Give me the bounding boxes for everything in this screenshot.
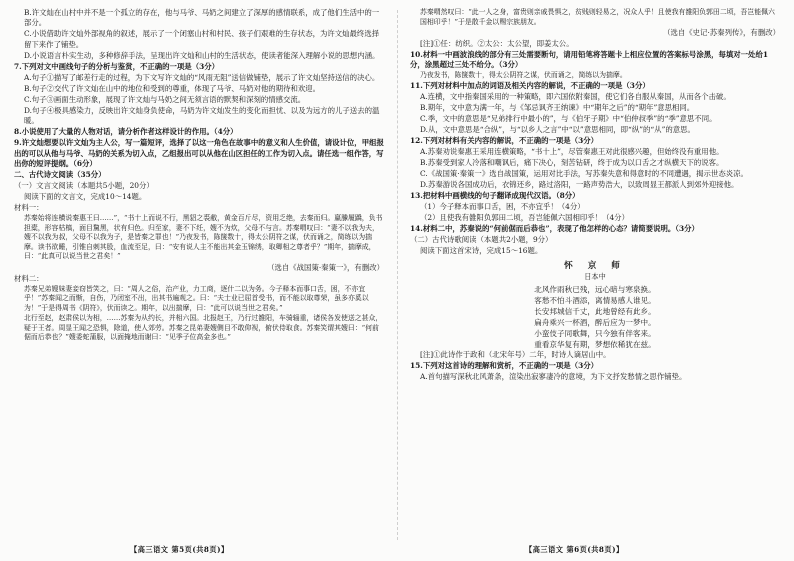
material-two-source: （选自《史记·苏秦列传》，有删改）: [663, 27, 780, 37]
question-9: 9.许文灿想要以许文灿为主人公，写一篇短评，选择了以这一角色在故事中的意义和人生价值，请设计位，甲组报出的可以从他与马爷、马奶的关系为切入点，乙组报出可以从他在山区担任的工作为切入点。请任选一组作答，写出你的短评提纲。（6分）: [14, 138, 384, 169]
poem-instruction: 阅读下面这首宋诗，完成15～16题。: [420, 246, 543, 256]
option-15a: A.首句描写深秋北风萧条，渲染出寂寥凄冷的意境，为下文抒发愁情之思作铺垫。: [420, 371, 687, 381]
option-11d: D.从，文中意思是“合纵”，与“以乡人之言”中“以”意思相同，即“纵”的“从”的意思。: [420, 125, 695, 135]
material-one-label: 材料一：: [14, 203, 44, 213]
option-6b: B.许文灿在山村中并不是一个孤立的存在，他与马爷、马奶之间建立了深厚的感情联系，成了他们生活中的一部分。: [24, 8, 380, 28]
reading-instruction: 阅读下面的文言文，完成10～14题。: [24, 192, 147, 202]
translation-2: （2）且使我有雒阳负郭田二顷，吾岂能佩六国相印乎！（4分）: [420, 213, 629, 223]
question-8: 8.小说使用了大量的人物对话，请分析作者这样设计的作用。（4分）: [14, 127, 238, 137]
poem-note: [注]①此诗作于政和（北宋年号）二年，时诗人谪居山中。: [420, 349, 611, 359]
question-13: 13.把材料中画横线的句子翻译成现代汉语。（8分）: [410, 191, 580, 201]
option-12d: D.苏秦游说各国成功后，衣锦还乡，路过洛阳，一路声势浩大，以致周显王都派人到郊外迎接他。: [420, 180, 739, 190]
option-7a: A.句子①描写了邮差行走的过程，为下文写许文灿的“风雨无阻”送信做铺垫，展示了许文灿坚持送信的决心。: [24, 72, 380, 82]
page-footer-left: 【高三语文 第5页(共8页)】: [130, 545, 229, 554]
option-7d: D.句子④极具感染力，反映出许文灿身负使命，马奶为许文灿发生的变化而担忧、以及为远方的儿子送去的温暖。: [24, 105, 380, 126]
annotation-note: [注]①任：纺织。②太公：太公望，即姜太公。: [420, 38, 574, 48]
page-divider: [397, 10, 398, 540]
poem-line: 长安邦城信千丈，此地曾经有此乡。: [534, 306, 656, 316]
question-10: 10.材料一中画波浪线的部分有三处需要断句，请用铅笔将答题卡上相应位置的答案标号涂黑，每填对一处给1分，涂黑超过三处不给分。（3分）: [410, 49, 768, 70]
question-12: 12.下列对材料有关内容的解说，不正确的一项是（3分）: [410, 136, 598, 146]
material-one-source: （选自《战国策·秦策一》，有删改）: [267, 262, 384, 272]
option-11a: A.连横，文中指秦国采用的一种策略，即六国依附秦国，使它们各自服从秦国，从而各个击破。: [420, 92, 731, 102]
section-heading-classical: 二、古代诗文阅读（35分）: [14, 170, 106, 180]
material-two-text-2: 北行至赵，赵肃侯以为相，……苏秦为从约长，并相六国。北报赵王，乃行过雒阳，车骑辎重，诸侯各发使送之甚众，疑于王者。周显王闻之恐惧，除道，使人郊劳。苏秦之昆弟妻嫂侧目不敢仰视，俯伏侍取食。苏秦笑谓其嫂曰：“何前倨而后恭也？”嫂委蛇蒲服，以面掩地而谢曰：“见季子位高金多也。”: [24, 313, 383, 342]
question-15: 15.下列对这首诗的理解和赏析，不正确的一项是（3分）: [410, 360, 598, 370]
option-12c: C.《战国策·秦策一》选自战国策，运用对比手法，写苏秦失意和得意时的不同遭遇，揭示世态炎凉。: [420, 169, 748, 179]
material-two-text-3: 苏秦喟然叹曰：“此一人之身，富贵则亲戚畏惧之，贫贱则轻易之，况众人乎！且使我有雒阳负郭田二顷，吾岂能佩六国相印乎！”于是散千金以赐宗族朋友。: [420, 8, 775, 26]
subsection-heading-poem: （二）古代诗歌阅读（本题共2小题，9分）: [410, 235, 553, 245]
poem-line: 扁舟乘兴一杯酒，醉后应为一梦中。: [534, 317, 656, 327]
question-7: 7.下列对文中画线句子的分析与鉴赏，不正确的一项是（3分）: [14, 61, 220, 71]
material-one-text: 苏秦始将连横说秦惠王曰……”，“书十上而说不行，黑貂之裘敝，黄金百斤尽，资用乏绝，去秦而归。羸縢履蹻，负书担橐，形容枯槁，面目黧黑，状有归色。归至家，妻不下纴，嫂不为炊，父母不与言。苏秦喟叹曰：“妻不以我为夫，嫂不以我为叔，父母不以我为子，是皆秦之罪也！”乃夜发书，陈箧数十，得太公阴符之谋，伏而诵之，简练以为揣摩。读书欲睡，引锥自刺其股，血流至足，曰：“安有说人主不能出其金玉锦绣，取卿相之尊者乎？”期年，揣摩成，曰：“此真可以说当世之君矣！”: [24, 214, 383, 261]
material-two-text-1: 苏秦兄弟嫂妹妻妾窃皆笑之，曰：“周人之俗，治产业，力工商，逐什二以为务。今子释本而事口舌，困，不亦宜乎！”苏秦闻之而惭，自伤，乃闭室不出，出其书遍观之。曰：“夫士业已屈首受书，而不能以取尊荣，虽多亦奚以为！”于是得周书《阴符》，伏而读之。期年，以出揣摩，曰：“此可以说当世之君矣。”: [24, 284, 369, 312]
question-14: 14.材料二中，苏秦说的“何前倨而后恭也”，表现了他怎样的心态？请简要说明。（3分）: [410, 224, 699, 234]
left-page: [14, 8, 384, 533]
page-footer-right: 【高三语文 第6页(共8页)】: [525, 545, 624, 554]
option-12a: A.苏秦劝说秦惠王采用连横策略，“书十上”，尽管秦惠王对此很感兴趣，但始终没有重用他。: [420, 147, 724, 157]
option-6d: D.小说语言朴实生动，多种修辞手法，呈现出许文灿和山村的生活状态，使读者能深入理解小说的思想内涵。: [24, 50, 380, 60]
option-6c: C.小说借助许文灿外部视角的叙述，展示了一个闭塞山村和村民、孩子们艰难的生存状态，为许文灿最终选择留下来作了铺垫。: [24, 29, 380, 49]
option-7b: B.句子②交代了许文灿在山中的地位和受到的尊重，体现了马爷、马奶对他的期待和欢迎。: [24, 83, 321, 93]
option-12b: B.苏秦受到家人冷落和嘲讽后，痛下决心，刻苦钻研，终于成为以口舌之才纵横天下的说客。: [420, 158, 724, 168]
option-7c: C.句子③画面生动形象，展现了许文灿与马奶之间无须言语的默契和深刻的情感交流。: [24, 94, 306, 104]
poem-line: 重看京华复有期，梦想依稀犹在兹。: [534, 339, 656, 349]
material-two-label: 材料二：: [14, 273, 44, 283]
subsection-heading-prose: （一）文言文阅读（本题共5小题，20分）: [14, 181, 154, 191]
poem-title: 怀 京 师: [564, 260, 626, 271]
question-11: 11.下列对材料中加点的词语及相关内容的解说，不正确的一项是（3分）: [410, 81, 650, 91]
punctuation-sentence: 乃夜发书，陈箧数十，得太公阴符之谋，伏而诵之，简练以为揣摩。: [420, 71, 627, 80]
poem-author: 日本中: [584, 271, 606, 281]
option-11c: C.季，文中的意思是“兄弟排行中最小的”，与《伯牙子期》中“伯仲叔季”的“季”意思不同。: [420, 114, 717, 124]
poem-line: 北风作雨秋已残，远心暗与寒泉换。: [534, 284, 656, 294]
poem-line: 客愁不怕斗酒添，离情易感人谁见。: [534, 295, 656, 305]
option-11b: B.期年，文中意为满一年，与《邹忌讽齐王纳谏》中“期年之后”的“期年”意思相同。: [420, 103, 695, 113]
translation-1: （1）今子释本而事口舌，困，不亦宜乎！（4分）: [420, 202, 585, 212]
poem-line: 小蛮伎子同歌舞，只今独有伴客来。: [534, 328, 656, 338]
right-page: [410, 8, 780, 533]
